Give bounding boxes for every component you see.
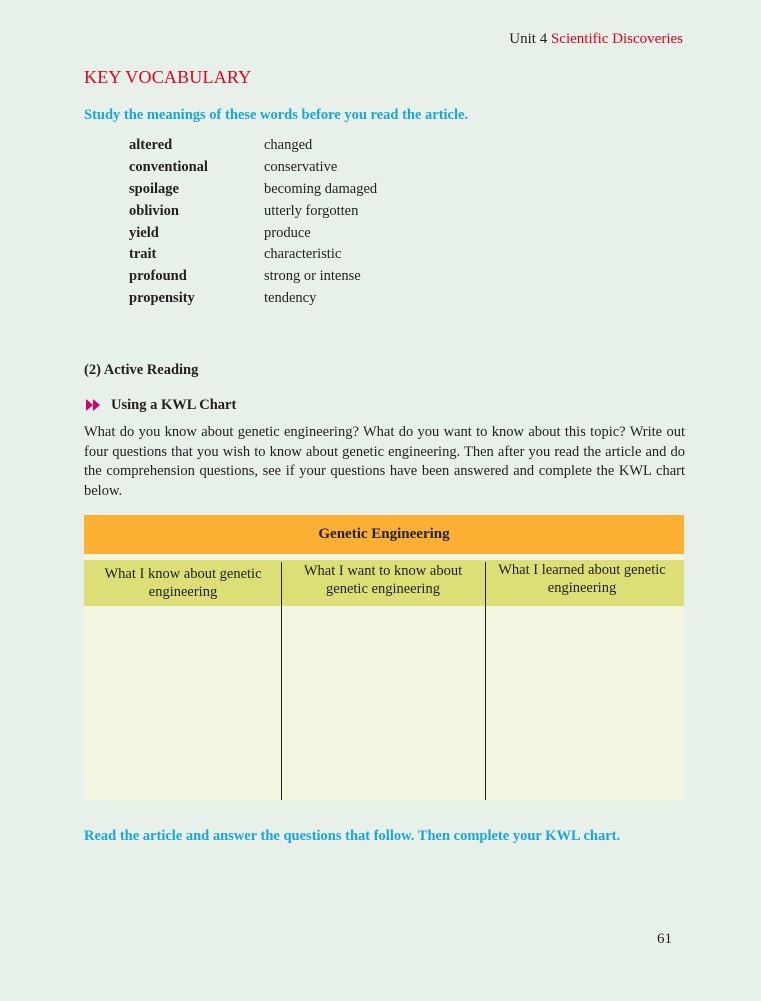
kwl-column-want: What I want to know about genetic engineering [303,563,463,597]
vocab-word: profound [129,268,187,285]
vocab-item [129,266,529,288]
double-arrow-icon [86,399,101,411]
kwl-column-learned: What I learned about genetic engineering [498,562,666,596]
unit-topic: Scientific Discoveries [550,31,683,47]
vocab-word: propensity [129,290,195,307]
kwl-chart-title: Genetic Engineering [84,515,684,554]
vocab-word: conventional [129,158,208,175]
vocab-item [129,288,529,310]
vocab-item [129,201,529,223]
vocab-word: trait [129,246,157,263]
kwl-column-divider [281,562,282,800]
unit-header [509,31,683,48]
vocab-definition: becoming damaged [264,180,378,197]
vocab-word: oblivion [129,202,179,219]
vocab-definition: utterly forgotten [264,202,359,219]
vocab-definition: characteristic [264,246,342,263]
vocab-definition: changed [264,137,313,153]
unit-label: Unit 4 [509,31,548,47]
active-reading-heading: (2) Active Reading [84,362,199,378]
vocab-definition: conservative [264,158,338,175]
vocab-word: spoilage [129,180,179,197]
vocab-definition: tendency [264,290,317,307]
vocab-item [129,244,529,266]
key-vocabulary-heading: KEY VOCABULARY [84,67,252,87]
vocab-definition: strong or intense [264,268,361,285]
read-article-instruction: Read the article and answer the questions that follow. Then complete your KWL chart. [84,828,621,844]
active-reading-paragraph: What do you know about genetic engineering? What do you want to know about this topic? Write out four questions that you wish to know about genetic engineering. Then after you read the article and do the comprehension questions, see if your questions have been answered and complete the KWL chart below. [84,424,685,499]
vocab-word: altered [129,137,173,153]
vocab-word: yield [129,224,159,241]
kwl-column-know: What I know about genetic engineering [104,566,262,600]
vocabulary-instruction: Study the meanings of these words before you read the article. [84,107,469,123]
vocab-item [129,223,529,245]
kwl-subheading [86,397,236,414]
page-number: 61 [657,931,672,947]
kwl-subheading-text: Using a KWL Chart [111,397,237,413]
vocab-item [129,135,529,157]
kwl-column-divider [485,562,486,800]
vocabulary-list [129,135,529,310]
kwl-chart [84,515,684,800]
vocab-definition: produce [264,224,311,241]
vocab-item [129,179,529,201]
vocab-item [129,157,529,179]
